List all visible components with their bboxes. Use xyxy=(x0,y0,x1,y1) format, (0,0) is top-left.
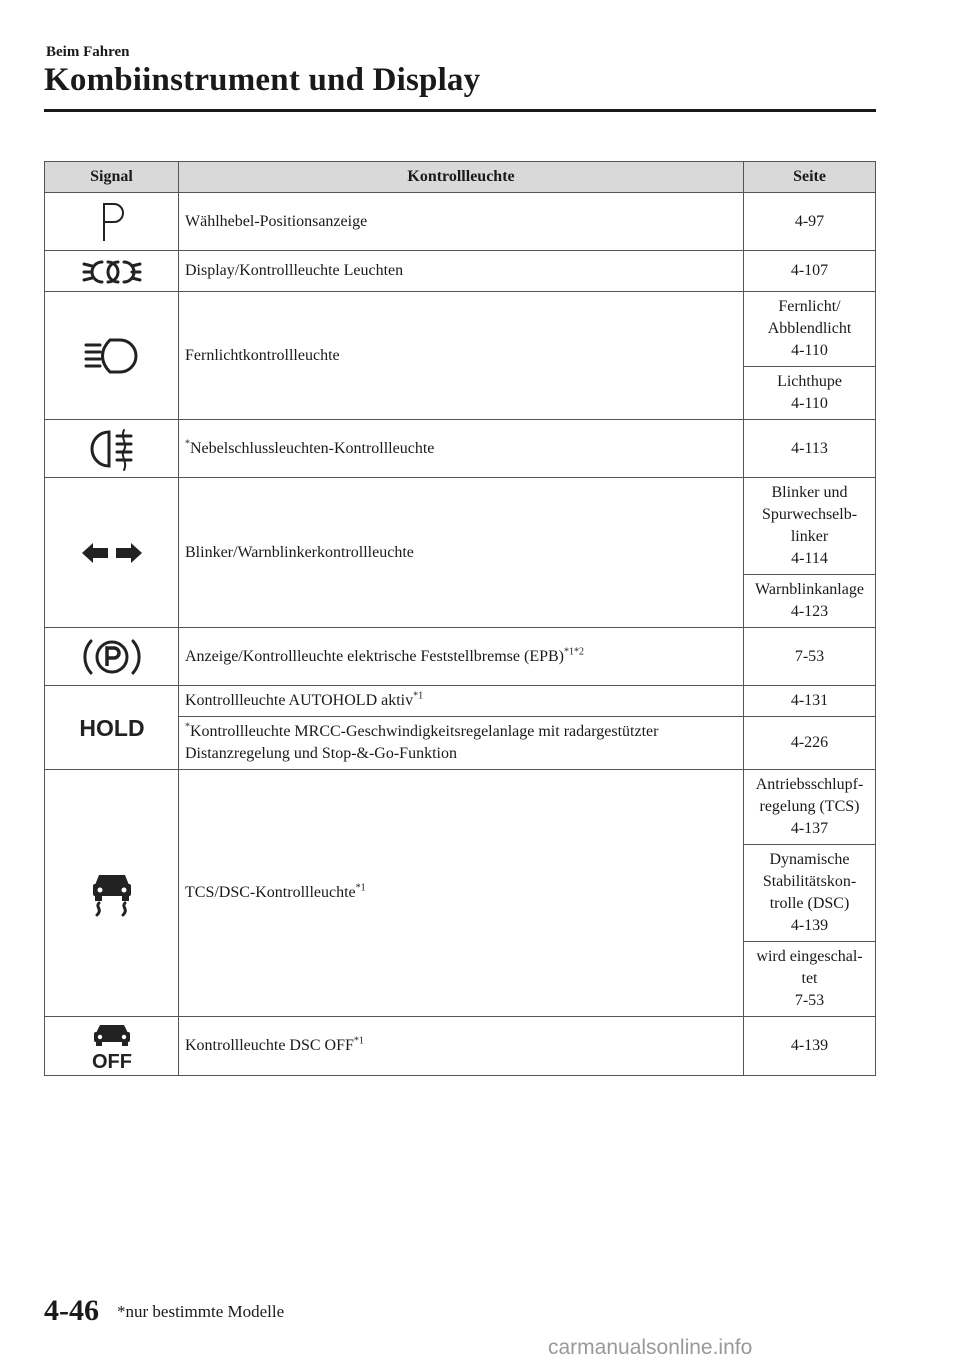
table-row xyxy=(45,1017,876,1076)
table-row xyxy=(45,292,876,367)
high-beam-icon xyxy=(45,292,179,420)
row-label: Wählhebel-Positionsanzeige xyxy=(179,193,744,251)
row-label: Kontrollleuchte AUTOHOLD aktiv$^{*1}$ xyxy=(179,686,744,717)
table-row xyxy=(45,251,876,292)
page-title: Kombiinstrument und Display xyxy=(44,62,481,98)
table-row xyxy=(45,193,876,251)
section-label: Beim Fahren xyxy=(46,44,130,60)
table-row xyxy=(45,478,876,575)
row-label: Fernlichtkontrollleuchte xyxy=(179,292,744,420)
footnote: *nur bestimmte Modelle xyxy=(117,1302,285,1321)
turn-signal-arrows-icon xyxy=(45,478,179,628)
dsc-off-icon xyxy=(45,1017,179,1076)
header-page: Seite xyxy=(744,162,876,193)
page-number: 4-46 xyxy=(44,1294,99,1327)
row-page: 4-97 xyxy=(744,193,876,251)
table-row xyxy=(45,628,876,686)
row-page: Antriebsschlupf- regelung (TCS) 4-137 xyxy=(744,770,876,845)
row-label: Blinker/Warnblinkerkontrollleuchte xyxy=(179,478,744,628)
parking-brake-epb-icon xyxy=(45,628,179,686)
table-row xyxy=(45,420,876,478)
row-page: Blinker und Spurwechselb- linker 4-114 xyxy=(744,478,876,575)
table-header-row xyxy=(45,162,876,193)
rear-fog-light-icon xyxy=(45,420,179,478)
row-page: 4-107 xyxy=(744,251,876,292)
header-light: Kontrollleuchte xyxy=(179,162,744,193)
row-page: Lichthupe 4-110 xyxy=(744,367,876,420)
row-page: 4-226 xyxy=(744,717,876,770)
row-label: Anzeige/Kontrollleuchte elektrische Feststellbremse (EPB)$^{*1*2}$ xyxy=(179,628,744,686)
row-label: *Kontrollleuchte MRCC-Geschwindigkeitsregelanlage mit radargestützter Distanzregelung und Stop-&-Go-Funktion xyxy=(179,717,744,770)
row-page: 7-53 xyxy=(744,628,876,686)
position-lights-icon xyxy=(45,251,179,292)
row-page: 4-113 xyxy=(744,420,876,478)
row-page: Dynamische Stabilitätskon- trolle (DSC) 4-139 xyxy=(744,845,876,942)
hold-icon-text: HOLD xyxy=(78,714,145,741)
tcs-dsc-icon xyxy=(45,770,179,1017)
row-page: 4-139 xyxy=(744,1017,876,1076)
signal-table xyxy=(44,161,876,1076)
header-signal: Signal xyxy=(45,162,179,193)
row-label: TCS/DSC-Kontrollleuchte$^{*1}$ xyxy=(179,770,744,1017)
row-page: 4-131 xyxy=(744,686,876,717)
row-page: Fernlicht/ Abblendlicht 4-110 xyxy=(744,292,876,367)
row-label: Kontrollleuchte DSC OFF$^{*1}$ xyxy=(179,1017,744,1076)
table-row xyxy=(45,686,876,717)
row-label: *Nebelschlussleuchten-Kontrollleuchte xyxy=(179,420,744,478)
row-label: Display/Kontrollleuchte Leuchten xyxy=(179,251,744,292)
title-rule xyxy=(44,109,876,112)
table-row xyxy=(45,770,876,845)
row-page: wird eingeschal- tet 7-53 xyxy=(744,942,876,1017)
row-page: Warnblinkanlage 4-123 xyxy=(744,575,876,628)
gear-position-p-icon xyxy=(45,193,179,251)
hold-icon xyxy=(45,686,179,770)
dsc-off-icon-text: OFF xyxy=(91,1051,132,1071)
watermark: carmanualsonline.info xyxy=(548,1336,753,1359)
